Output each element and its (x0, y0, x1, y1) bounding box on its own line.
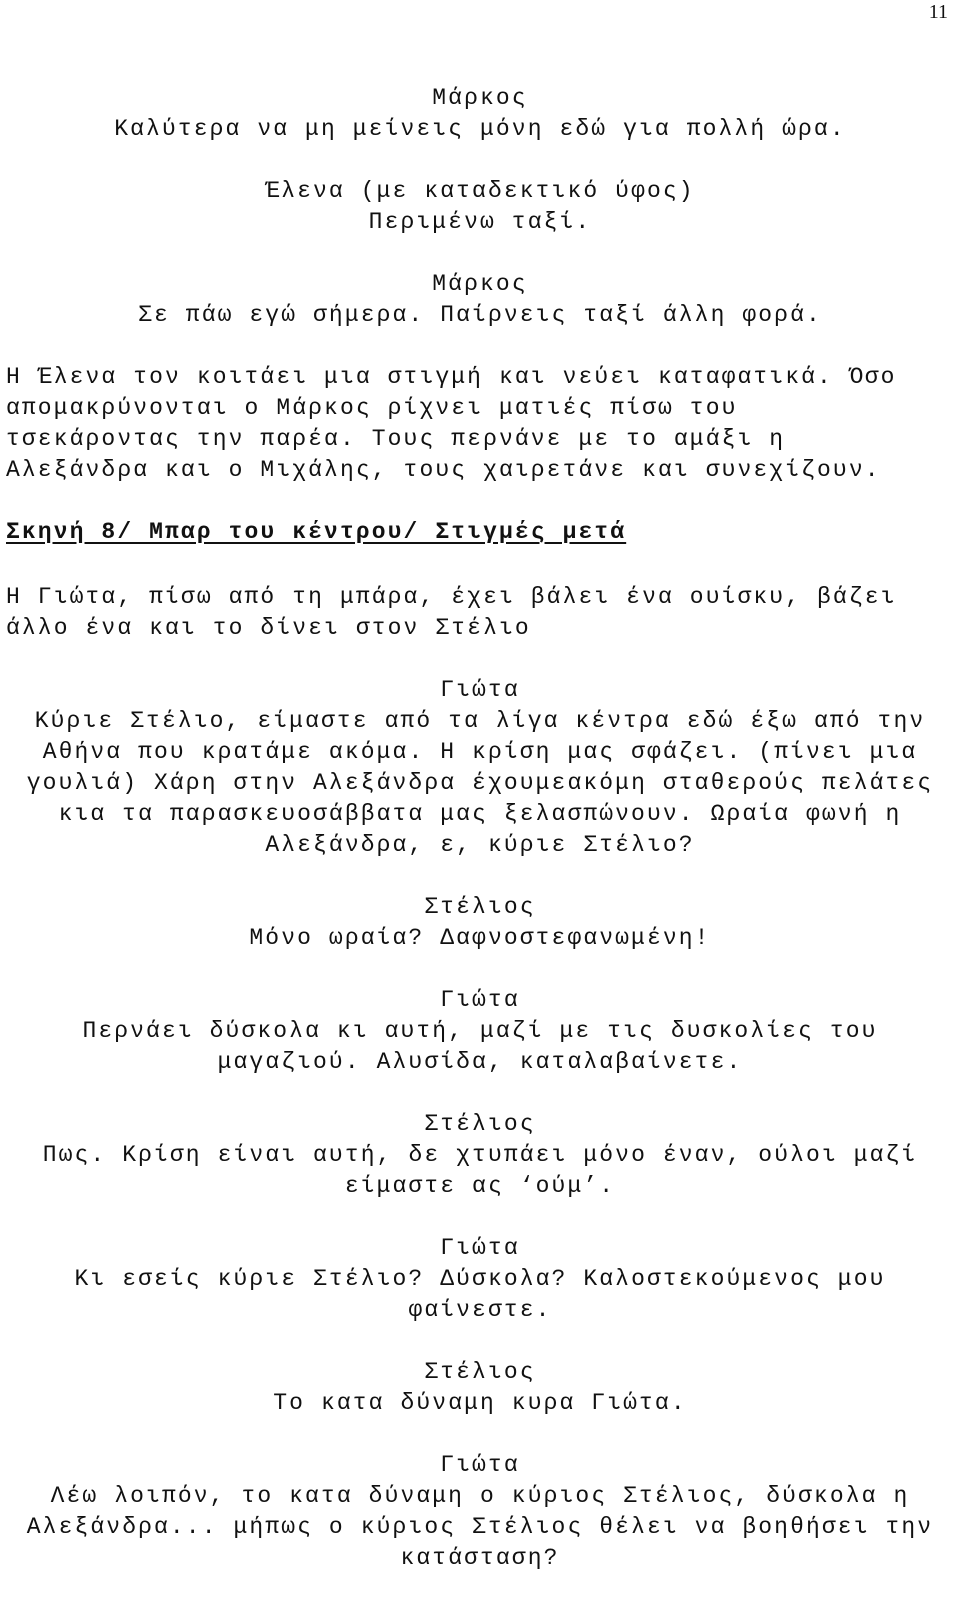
dialogue-line: κατάσταση? (400, 1545, 560, 1571)
action-line: άλλο ένα και το δίνει στον Στέλιο (6, 615, 531, 641)
dialogue-block (0, 1109, 960, 1202)
dialogue-line: Αθήνα που κρατάμε ακόμα. Η κρίση μας σφάζει. (πίνει μια (42, 739, 918, 765)
dialogue-line: μαγαζιού. Αλυσίδα, καταλαβαίνετε. (217, 1049, 743, 1075)
action-line: απομακρύνονται ο Μάρκος ρίχνει ματιές πίσω του (6, 395, 738, 421)
screenplay-body (0, 83, 960, 1605)
dialogue-line: Σε πάω εγώ σήμερα. Παίρνεις ταξί άλλη φορά. (138, 302, 822, 328)
character-name: Γιώτα (440, 1235, 520, 1261)
dialogue-line: Αλεξάνδρα... μήπως ο κύριος Στέλιος θέλει να βοηθήσει την (26, 1514, 934, 1540)
dialogue-line: Κι εσείς κύριε Στέλιο? Δύσκολα? Καλοστεκούμενος μου (74, 1266, 886, 1292)
dialogue-block (0, 1450, 960, 1574)
dialogue-block (0, 675, 960, 861)
dialogue-block (0, 83, 960, 145)
character-name: Στέλιος (424, 1359, 536, 1385)
dialogue-block (0, 892, 960, 954)
dialogue-line: Μόνο ωραία? Δαφνοστεφανωμένη! (249, 925, 711, 951)
dialogue-block (0, 1357, 960, 1419)
dialogue-line: Αλεξάνδρα, ε, κύριε Στέλιο? (265, 832, 695, 858)
dialogue-block (0, 176, 960, 238)
dialogue-line: Περνάει δύσκολα κι αυτή, μαζί με τις δυσκολίες του (82, 1018, 878, 1044)
scene-heading-text: Σκηνή 8/ Μπαρ του κέντρου/ Στιγμές μετά (6, 519, 627, 545)
dialogue-block (0, 985, 960, 1078)
character-name: Μάρκος (432, 271, 528, 297)
dialogue-line: γουλιά) Χάρη στην Αλεξάνδρα έχουμεακόμη σταθερούς πελάτες (26, 770, 934, 796)
character-name: Γιώτα (440, 677, 520, 703)
dialogue-block (0, 1233, 960, 1326)
character-name: Μάρκος (432, 85, 528, 111)
dialogue-line: κια τα παρασκευοσάββατα μας ξελασπώνουν. Ωραία φωνή η (58, 801, 902, 827)
dialogue-line: Καλύτερα να μη μείνεις μόνη εδώ για πολλή ώρα. (114, 116, 846, 142)
dialogue-line: φαίνεστε. (408, 1297, 552, 1323)
action-paragraph (0, 582, 960, 644)
character-name: Γιώτα (440, 1452, 520, 1478)
action-line: Αλεξάνδρα και ο Μιχάλης, τους χαιρετάνε και συνεχίζουν. (6, 457, 881, 483)
dialogue-line: Περιμένω ταξί. (368, 209, 592, 235)
scene-heading (0, 517, 960, 548)
dialogue-line: είμαστε ας ‘ούμ’. (344, 1173, 616, 1199)
dialogue-line: Πως. Κρίση είναι αυτή, δε χτυπάει μόνο έναν, ούλοι μαζί (42, 1142, 918, 1168)
action-line: Η Γιώτα, πίσω από τη μπάρα, έχει βάλει ένα ουίσκυ, βάζει (6, 584, 897, 610)
action-line: Η Έλενα τον κοιτάει μια στιγμή και νεύει καταφατικά. Όσο (6, 364, 897, 390)
dialogue-block (0, 269, 960, 331)
page-number: 11 (928, 1, 948, 23)
action-paragraph (0, 362, 960, 486)
character-name: Έλενα (με καταδεκτικό ύφος) (265, 178, 695, 204)
character-name: Στέλιος (424, 1111, 536, 1137)
dialogue-line: Κύριε Στέλιο, είμαστε από τα λίγα κέντρα εδώ έξω από την (34, 708, 926, 734)
character-name: Στέλιος (424, 894, 536, 920)
action-line: τσεκάροντας την παρέα. Τους περνάνε με το αμάξι η (6, 426, 786, 452)
character-name: Γιώτα (440, 987, 520, 1013)
dialogue-line: Το κατα δύναμη κυρα Γιώτα. (273, 1390, 687, 1416)
dialogue-line: Λέω λοιπόν, το κατα δύναμη ο κύριος Στέλιος, δύσκολα η (50, 1483, 910, 1509)
